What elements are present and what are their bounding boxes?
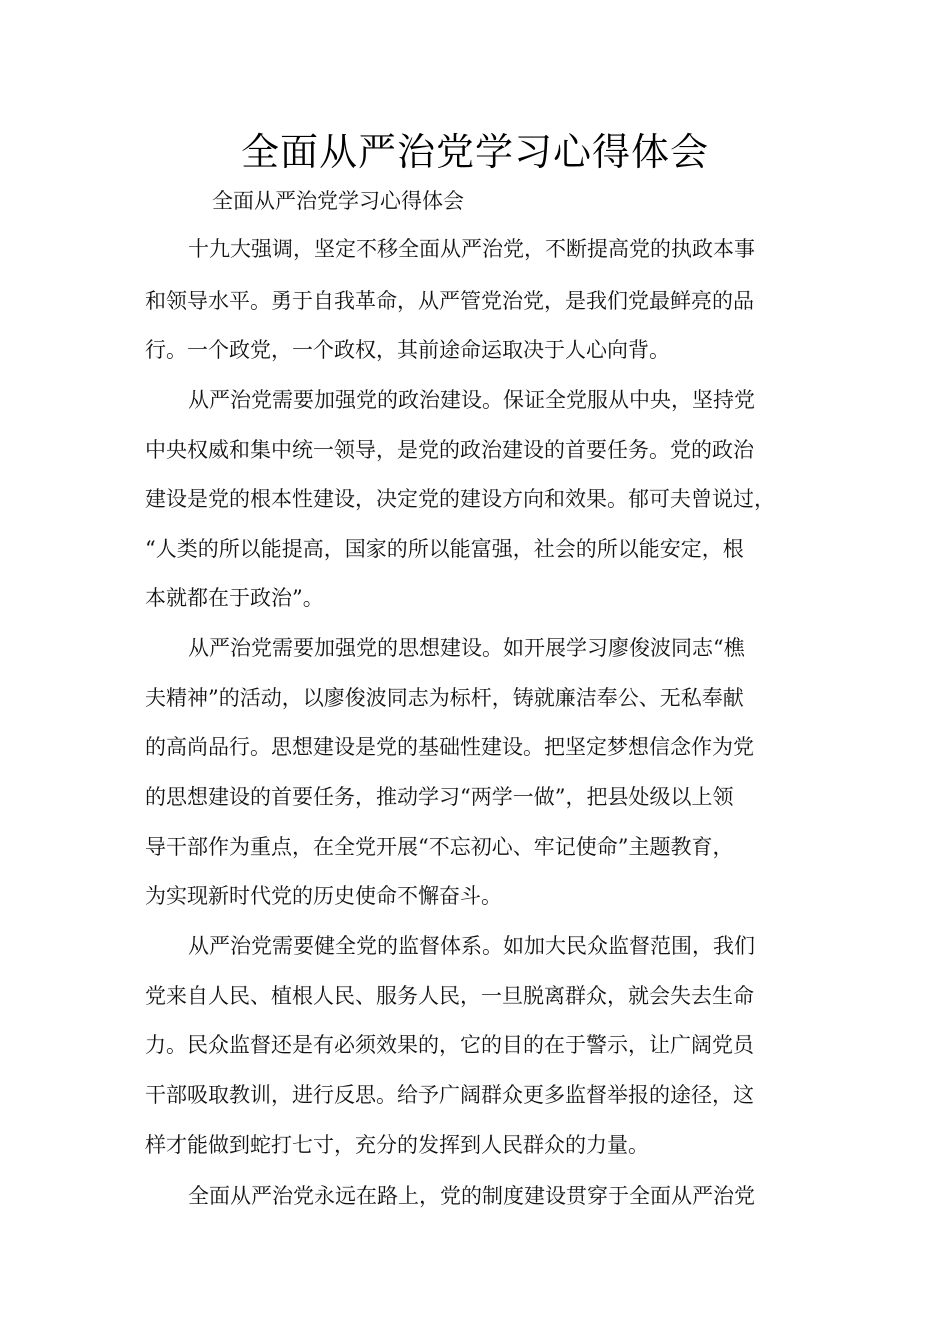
body-line: 导干部作为重点，在全党开展“不忘初心、牢记使命”主题教育， [145, 835, 734, 859]
document-subtitle: 全面从严治党学习心得体会 [212, 189, 464, 213]
body-line: 的思想建设的首要任务，推动学习“两学一做”，把县处级以上领 [145, 785, 734, 809]
body-line: 行。一个政党，一个政权，其前途命运取决于人心向背。 [145, 338, 670, 362]
body-line: 中央权威和集中统一领导，是党的政治建设的首要任务。党的政治 [145, 438, 754, 462]
document-title: 全面从严治党学习心得体会 [240, 130, 709, 174]
body-line: 从严治党需要加强党的思想建设。如开展学习廖俊波同志“樵 [188, 636, 745, 660]
body-line: 样才能做到蛇打七寸，充分的发挥到人民群众的力量。 [145, 1133, 649, 1157]
body-line: 夫精神”的活动，以廖俊波同志为标杆，铸就廉洁奉公、无私奉献 [145, 686, 744, 710]
body-line: 干部吸取教训，进行反思。给予广阔群众更多监督举报的途径，这 [145, 1083, 754, 1107]
body-line: 十九大强调，坚定不移全面从严治党，不断提高党的执政本事 [188, 237, 755, 261]
body-line: 党来自人民、植根人民、服务人民，一旦脱离群众，就会失去生命 [145, 984, 754, 1008]
body-line: 全面从严治党永远在路上，党的制度建设贯穿于全面从严治党 [188, 1184, 755, 1208]
body-line: “人类的所以能提高，国家的所以能富强，社会的所以能安定，根 [145, 537, 744, 561]
body-line: 的高尚品行。思想建设是党的基础性建设。把坚定梦想信念作为党 [145, 735, 754, 759]
body-line: 和领导水平。勇于自我革命，从严管党治党，是我们党最鲜亮的品 [145, 289, 754, 313]
body-line: 从严治党需要加强党的政治建设。保证全党服从中央，坚持党 [188, 388, 755, 412]
body-line: 力。民众监督还是有必须效果的，它的目的在于警示，让广阔党员 [145, 1033, 754, 1057]
body-line: 建设是党的根本性建设，决定党的建设方向和效果。郁可夫曾说过， [145, 487, 775, 511]
body-line: 从严治党需要健全党的监督体系。如加大民众监督范围，我们 [188, 934, 755, 958]
body-line: 本就都在于政治”。 [145, 586, 324, 610]
body-line: 为实现新时代党的历史使命不懈奋斗。 [145, 884, 502, 908]
